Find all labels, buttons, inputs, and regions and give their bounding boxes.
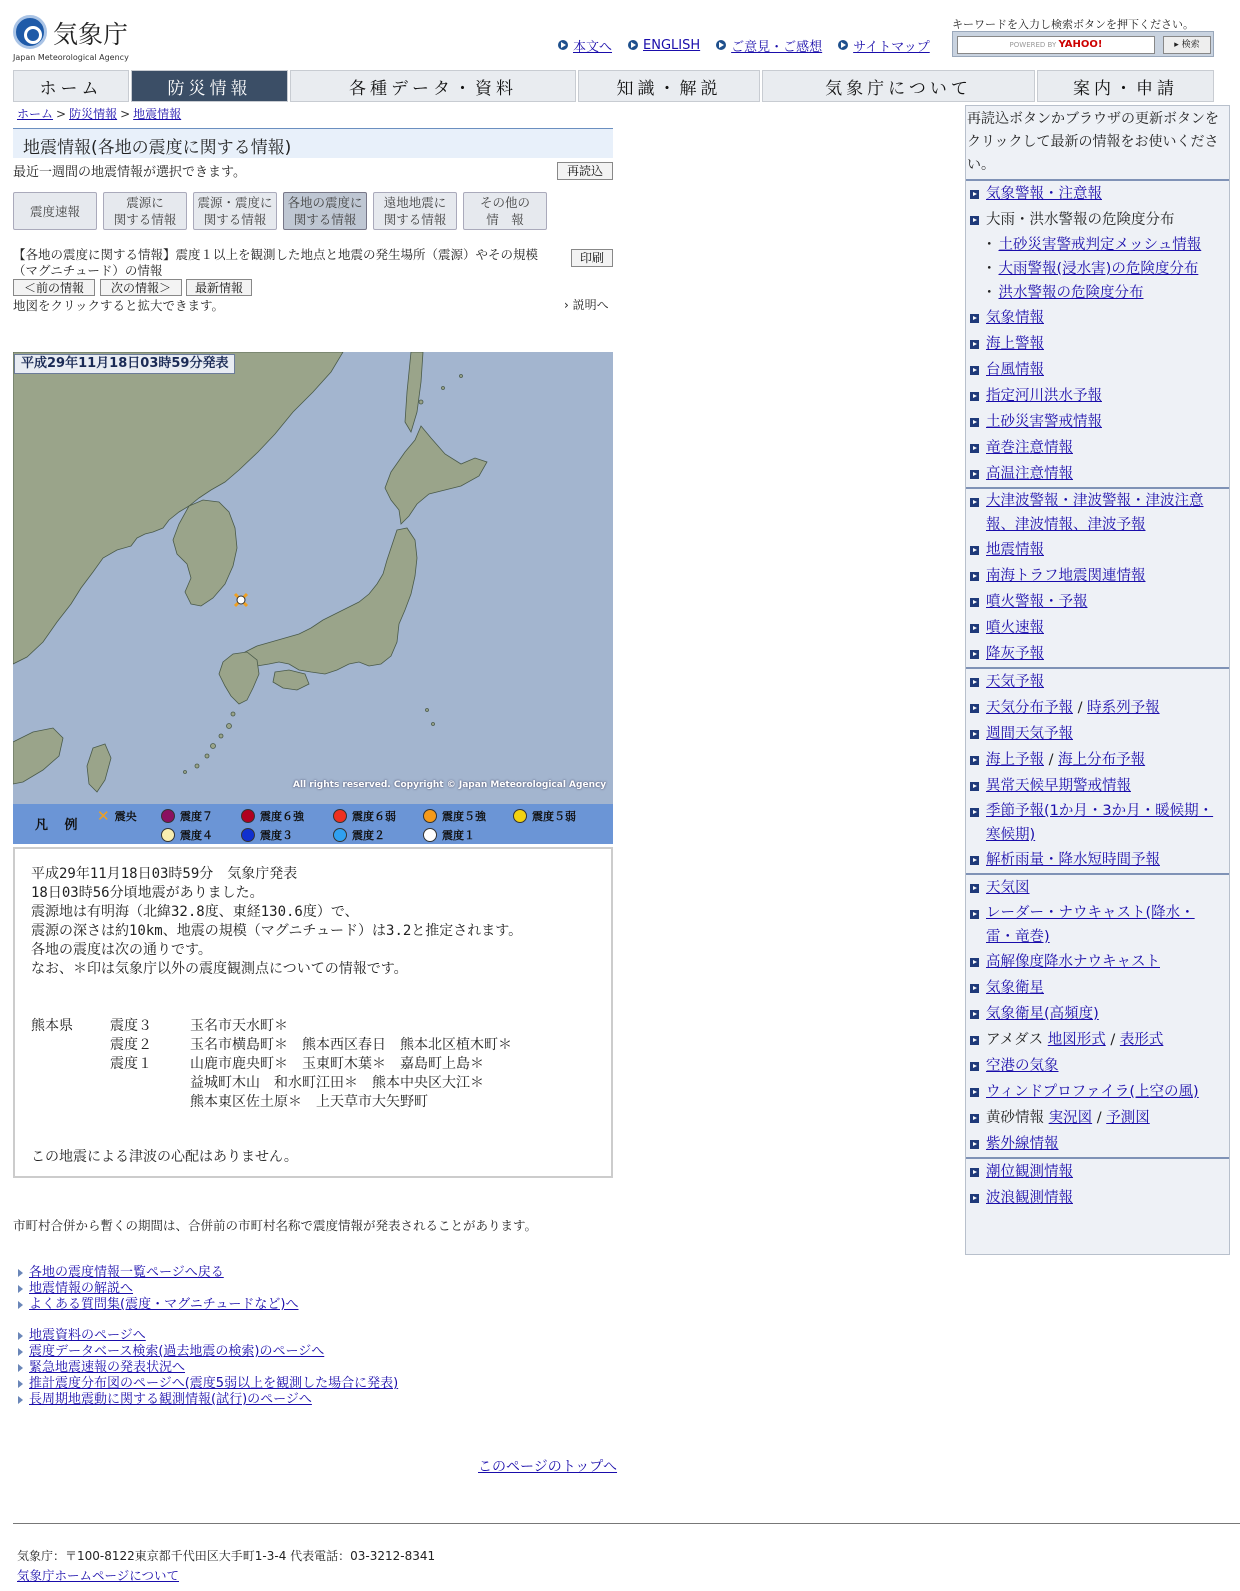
square-arrow-icon [970,418,979,427]
sidebar-item[interactable]: 竜巻注意情報 [966,435,1229,461]
sidebar-item[interactable]: 週間天気予報 [966,721,1229,747]
arrow-circle-icon [716,40,726,50]
legend-epicenter: ✕ 震央 [97,807,137,825]
intensity-row: 熊本県 震度３ 玉名市天水町＊ [31,1018,288,1034]
print-button[interactable]: 印刷 [571,249,613,267]
sidebar-item[interactable]: 気象衛星 [966,975,1229,1001]
legend-item: 震度１ [423,827,475,843]
square-arrow-icon [970,1088,979,1097]
sidebar-item[interactable]: 海上警報 [966,331,1229,357]
page-subtitle: 最近一週間の地震情報が選択できます。 [13,165,246,180]
square-arrow-icon [970,808,979,817]
square-arrow-icon [970,546,979,555]
info-line: 各地の震度は次の通りです。 [31,942,212,958]
legend-item: 震度５強 [423,808,486,824]
nav-home[interactable]: ホーム [13,70,129,102]
latest-info-button[interactable]: 最新情報 [186,279,252,296]
map-legend [13,804,613,844]
sidebar-item[interactable]: 黄砂情報 実況図 / 予測図 [966,1105,1229,1131]
footer-address: 気象庁：〒100-8122東京都千代田区大手町1-3-4 代表電話：03-3212-8341 [17,1549,436,1563]
toplink-english[interactable]: ENGLISH [628,37,700,53]
toplink-feedback[interactable]: ご意見・ご感想 [716,37,822,53]
sidebar-note: 再読込ボタンかブラウザの更新ボタンをクリックして最新の情報をお使いください。 [967,111,1219,173]
arrow-circle-icon [558,40,568,50]
nav-disaster[interactable]: 防災情報 [131,70,288,102]
sidebar-item[interactable]: 異常天候早期警戒情報 [966,773,1229,799]
tsunami-note: この地震による津波の心配はありません。 [31,1149,298,1165]
square-arrow-icon [970,366,979,375]
sidebar-item[interactable]: 指定河川洪水予報 [966,383,1229,409]
link-item[interactable]: 緊急地震速報の発表状況へ [18,1360,398,1376]
more-links [18,1328,398,1408]
footer-divider [13,1523,1240,1524]
search-button[interactable]: ▸ 検索 [1163,36,1211,54]
intensity-row: 震度２ 玉名市横島町＊ 熊本西区春日 熊本北区植木町＊ [110,1037,512,1053]
sidebar-subitem[interactable]: ・ 大雨警報(浸水害)の危険度分布 [982,261,1199,277]
square-arrow-icon [970,958,979,967]
tab-hypocenter[interactable]: 震源に 関する情報 [103,192,187,230]
top-links [558,37,930,53]
square-arrow-icon [970,1114,979,1123]
link-item[interactable]: よくある質問集(震度・マグニチュードなど)へ [18,1297,299,1313]
sidebar-item[interactable]: 噴火速報 [966,615,1229,641]
info-tabs [13,192,547,230]
square-arrow-icon [970,756,979,765]
square-arrow-icon [970,392,979,401]
toplink-sitemap[interactable]: サイトマップ [838,37,930,53]
square-arrow-icon [970,598,979,607]
square-arrow-icon [970,1036,979,1045]
map-copyright: All rights reserved. Copyright © Japan Meteorological Agency [293,780,607,790]
intensity-row: 震度１ 山鹿市鹿央町＊ 玉東町木葉＊ 嘉島町上島＊ [110,1056,484,1072]
triangle-bullet-icon [18,1364,23,1372]
legend-item: 震度７ [161,808,213,824]
page-top-link[interactable]: このページのトップへ [478,1459,618,1475]
arrow-circle-icon [838,40,848,50]
search-input[interactable]: POWERED BY YAHOO! [957,36,1155,54]
nav-guide[interactable]: 案内・申請 [1037,70,1214,102]
square-arrow-icon [970,730,979,739]
legend-item: 震度３ [241,827,293,843]
legend-item: 震度５弱 [513,808,576,824]
info-line: 平成29年11月18日03時59分 気象庁発表 [31,866,298,882]
crumb-earthquake[interactable]: 地震情報 [133,107,182,121]
tab-hypocenter-intensity[interactable]: 震源・震度に 関する情報 [193,192,277,230]
sidebar-item[interactable]: 南海トラフ地震関連情報 [966,563,1229,589]
link-item[interactable]: 地震資料のページへ [18,1328,398,1344]
legend-item: 震度４ [161,827,213,843]
breadcrumb: ホーム > 防災情報 > 地震情報 [17,107,182,121]
sidebar-item[interactable]: 空港の気象 [966,1053,1229,1079]
sidebar-subitem[interactable]: ・ 洪水警報の危険度分布 [982,285,1144,301]
nav-about[interactable]: 気象庁について [762,70,1035,102]
square-arrow-icon [970,678,979,687]
triangle-bullet-icon [18,1301,23,1309]
sidebar-item[interactable]: 気象情報 [966,305,1229,331]
sidebar-item[interactable]: 噴火警報・予報 [966,589,1229,615]
square-arrow-icon [970,498,979,507]
next-info-button[interactable]: 次の情報＞ [100,279,182,296]
legend-item: 震度６弱 [333,808,396,824]
triangle-bullet-icon [18,1380,23,1388]
sidebar-item[interactable]: 天気分布予報 / 時系列予報 [966,695,1229,721]
toplink-main[interactable]: 本文へ [558,37,612,53]
square-arrow-icon [970,1010,979,1019]
prev-info-button[interactable]: ＜前の情報 [13,279,95,296]
sidebar-item[interactable]: アメダス 地図形式 / 表形式 [966,1027,1229,1053]
logo-kanji: 気象庁 [53,20,129,49]
jma-logo[interactable] [13,13,143,61]
info-description: 【各地の震度に関する情報】震度１以上を観測した地点と地震の発生場所（震源）やその規模（マグニチュード）の情報 [13,247,539,278]
search-box [952,31,1214,57]
arrow-circle-icon [628,40,638,50]
nav-knowledge[interactable]: 知識・解説 [578,70,760,102]
square-arrow-icon [970,1140,979,1149]
triangle-bullet-icon [18,1269,23,1277]
legend-item: 震度２ [333,827,385,843]
triangle-bullet-icon [18,1285,23,1293]
sidebar-item[interactable]: 降灰予報 [966,641,1229,667]
legend-item: 震度６強 [241,808,304,824]
sidebar-item[interactable]: 海上予報 / 海上分布予報 [966,747,1229,773]
sidebar-group-forecast [966,667,1229,873]
square-arrow-icon [970,470,979,479]
map-hint: 地図をクリックすると拡大できます。 [13,298,225,313]
sidebar-group-quake [966,487,1229,667]
search-hint: キーワードを入力し検索ボタンを押下ください。 [952,18,1194,31]
info-line: 震源の深さは約10km、地震の規模（マグニチュード）は3.2と推定されます。 [31,923,523,939]
info-line: 18日03時56分頃地震がありました。 [31,885,264,901]
square-arrow-icon [970,444,979,453]
square-arrow-icon [970,216,979,225]
square-arrow-icon [970,984,979,993]
crumb-home[interactable]: ホーム [17,107,54,121]
explanation-link[interactable]: › 説明へ [564,298,609,312]
sidebar-group-warnings [966,179,1229,487]
link-item[interactable]: 推計震度分布図のページへ(震度5弱以上を観測した場合に発表) [18,1376,398,1392]
sidebar-item[interactable]: レーダー・ナウキャスト(降水・雷・竜巻) [966,901,1229,949]
tab-local-intensity[interactable]: 各地の震度に 関する情報 [283,192,367,230]
sidebar-item[interactable]: 台風情報 [966,357,1229,383]
tab-distant[interactable]: 遠地地震に 関する情報 [373,192,457,230]
square-arrow-icon [970,856,979,865]
square-arrow-icon [970,340,979,349]
sidebar-item[interactable]: 天気予報 [966,669,1229,695]
square-arrow-icon [970,782,979,791]
intensity-map[interactable] [13,352,613,804]
sidebar-item[interactable]: 土砂災害警戒情報 [966,409,1229,435]
square-arrow-icon [970,624,979,633]
info-line: なお、＊印は気象庁以外の震度観測点についての情報です。 [31,961,408,977]
jma-emblem-icon [13,15,47,49]
logo-english: Japan Meteorological Agency [13,53,129,62]
square-arrow-icon [970,1062,979,1071]
link-item[interactable]: 長周期地震動に関する観測情報(試行)のページへ [18,1392,398,1408]
page-title: 地震情報(各地の震度に関する情報) [13,128,613,158]
epicenter-x-icon: ✕ [97,807,110,825]
global-nav [13,70,1214,102]
square-arrow-icon [970,572,979,581]
map-graphic [13,352,613,804]
sidebar-item[interactable]: 高解像度降水ナウキャスト [966,949,1229,975]
sidebar-item[interactable]: 大津波警報・津波警報・津波注意報、津波情報、津波予報 [966,489,1229,537]
triangle-bullet-icon [18,1348,23,1356]
link-item[interactable]: 震度データベース検索(過去地震の検索)のページへ [18,1344,398,1360]
info-line: 震源地は有明海（北緯32.8度、東経130.6度）で、 [31,904,359,920]
intensity-row: 熊本東区佐土原＊ 上天草市大矢野町 [190,1094,428,1110]
sidebar-item[interactable]: 紫外線情報 [966,1131,1229,1157]
intensity-row: 益城町木山 和水町江田＊ 熊本中央区大江＊ [190,1075,484,1091]
merger-note: 市町村合併から暫くの期間は、合併前の市町村名称で震度情報が発表されることがあります。 [13,1218,538,1233]
sidebar-item: 大雨・洪水警報の危険度分布 [966,207,1229,233]
sidebar-item[interactable]: 潮位観測情報 [966,1159,1229,1185]
legend-title: 凡 例 [35,818,84,833]
tab-other[interactable]: その他の 情 報 [463,192,547,230]
reload-button[interactable]: 再読込 [557,162,613,180]
earthquake-info-text [13,847,613,1178]
square-arrow-icon [970,884,979,893]
sidebar-item[interactable]: 天気図 [966,875,1229,901]
sidebar-subitem[interactable]: ・ 土砂災害警戒判定メッシュ情報 [982,237,1202,253]
map-issued-label: 平成29年11月18日03時59分発表 [14,354,235,374]
sidebar-group-ocean [966,1157,1229,1211]
square-arrow-icon [970,190,979,199]
sidebar-item[interactable]: 波浪観測情報 [966,1185,1229,1211]
sidebar [965,105,1230,1255]
sidebar-group-observation [966,873,1229,1157]
link-item[interactable]: 地震情報の解説へ [18,1281,299,1297]
square-arrow-icon [970,910,979,919]
sidebar-item[interactable]: 気象警報・注意報 [966,181,1229,207]
square-arrow-icon [970,1168,979,1177]
sidebar-item[interactable]: 季節予報(1か月・3か月・暖候期・寒候期) [966,799,1229,847]
square-arrow-icon [970,1194,979,1203]
triangle-bullet-icon [18,1332,23,1340]
sidebar-item[interactable]: 地震情報 [966,537,1229,563]
square-arrow-icon [970,650,979,659]
square-arrow-icon [970,314,979,323]
sidebar-item[interactable]: ウィンドプロファイラ(上空の風) [966,1079,1229,1105]
triangle-bullet-icon [18,1396,23,1404]
link-item[interactable]: 各地の震度情報一覧ページへ戻る [18,1265,299,1281]
tab-shindo-sokuho[interactable]: 震度速報 [13,192,97,230]
prefecture: 熊本県 [31,1018,73,1034]
footer-about-link[interactable]: 気象庁ホームページについて [17,1568,180,1583]
related-links [18,1265,299,1313]
square-arrow-icon [970,704,979,713]
sidebar-item[interactable]: 高温注意情報 [966,461,1229,487]
nav-data[interactable]: 各種データ・資料 [290,70,576,102]
crumb-disaster[interactable]: 防災情報 [69,107,118,121]
sidebar-item[interactable]: 気象衛星(高頻度) [966,1001,1229,1027]
sidebar-item[interactable]: 解析雨量・降水短時間予報 [966,847,1229,873]
